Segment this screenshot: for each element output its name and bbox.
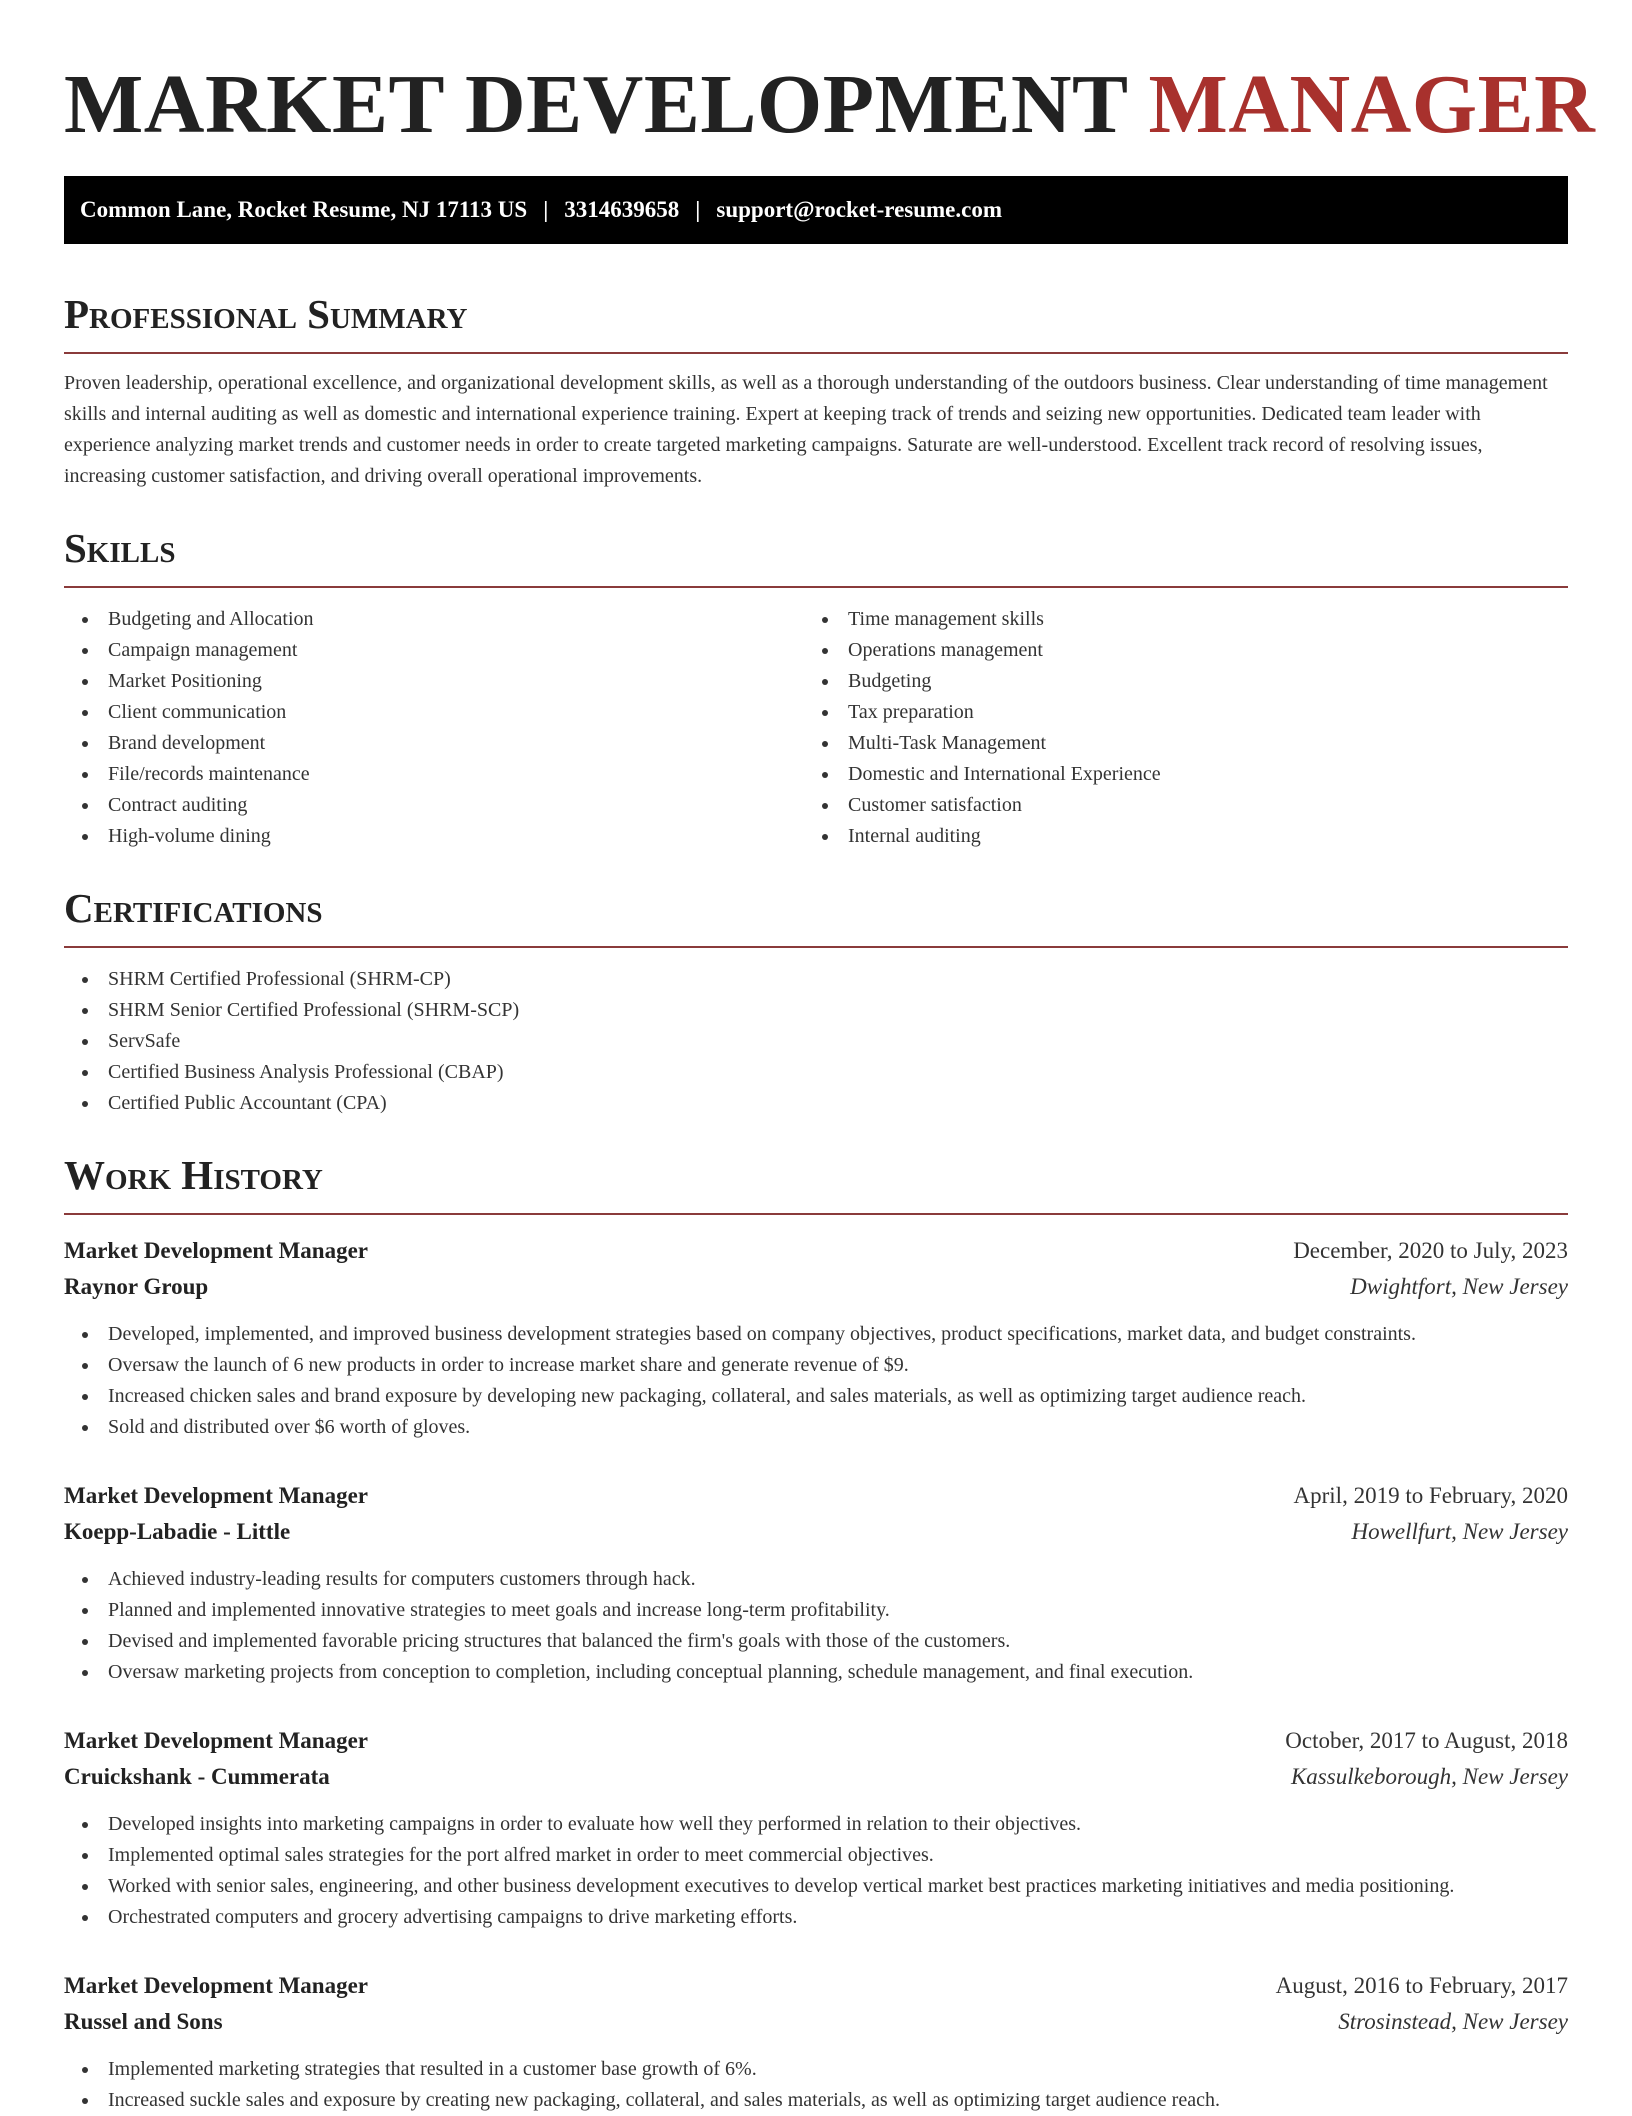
work-history-section [64, 1149, 1568, 2116]
job-entry [64, 1723, 1568, 1933]
job-bullet: Orchestrated computers and grocery advertising campaigns to drive marketing efforts. [64, 1902, 1568, 1933]
job-company: Russel and Sons [64, 2009, 223, 2034]
contact-separator: | [695, 197, 701, 222]
certification-item: Certified Public Accountant (CPA) [64, 1088, 1568, 1119]
job-title-row [64, 1233, 1568, 1269]
job-role: Market Development Manager [64, 1973, 369, 1998]
skill-item: Tax preparation [804, 697, 1544, 728]
job-bullet: Oversaw marketing projects from conception to completion, including conceptual planning, schedule management, and final execution. [64, 1657, 1568, 1688]
job-company-row [64, 1514, 1568, 1550]
certifications-section [64, 882, 1568, 1119]
job-role: Market Development Manager [64, 1728, 369, 1753]
job-bullet: Implemented optimal sales strategies for the port alfred market in order to meet commercial objectives. [64, 1840, 1568, 1871]
job-location: Kassulkeborough, New Jersey [1290, 1764, 1568, 1789]
job-title-row [64, 1723, 1568, 1759]
job-company-row [64, 1269, 1568, 1305]
job-company-row [64, 2004, 1568, 2040]
skills-list-left [64, 604, 804, 852]
job-location: Strosinstead, New Jersey [1338, 2009, 1568, 2034]
job-bullet: Achieved industry-leading results for computers customers through hack. [64, 1564, 1568, 1595]
skill-item: Customer satisfaction [804, 790, 1544, 821]
certification-item: Certified Business Analysis Professional (CBAP) [64, 1057, 1568, 1088]
job-bullet: Oversaw the launch of 6 new products in order to increase market share and generate revenue of $9. [64, 1350, 1568, 1381]
job-dates: April, 2019 to February, 2020 [1293, 1483, 1568, 1508]
job-location: Howellfurt, New Jersey [1351, 1519, 1568, 1544]
skills-heading: Skills [64, 525, 176, 571]
job-company: Raynor Group [64, 1274, 209, 1299]
certification-item: SHRM Certified Professional (SHRM-CP) [64, 964, 1568, 995]
job-bullet: Increased suckle sales and exposure by creating new packaging, collateral, and sales materials, as well as optimizing target audience reach. [64, 2085, 1568, 2116]
skills-list-right [804, 604, 1544, 852]
job-title-row [64, 1968, 1568, 2004]
resume-page [64, 0, 1596, 2116]
contact-address: Common Lane, Rocket Resume, NJ 17113 US [80, 197, 528, 222]
job-dates: August, 2016 to February, 2017 [1275, 1973, 1568, 1998]
job-role: Market Development Manager [64, 1483, 369, 1508]
job-bullet: Increased chicken sales and brand exposure by developing new packaging, collateral, and sales materials, as well as optimizing target audience reach. [64, 1381, 1568, 1412]
skill-item: Budgeting [804, 666, 1544, 697]
job-title-row [64, 1478, 1568, 1514]
skill-item: File/records maintenance [64, 759, 804, 790]
section-divider [64, 1213, 1568, 1215]
job-entry [64, 1478, 1568, 1688]
skill-item: Market Positioning [64, 666, 804, 697]
job-company-row [64, 1759, 1568, 1795]
job-entry [64, 1968, 1568, 2116]
job-dates: October, 2017 to August, 2018 [1285, 1728, 1568, 1753]
title-main: MARKET DEVELOPMENT [64, 58, 1128, 151]
job-company: Cruickshank - Cummerata [64, 1764, 330, 1789]
certification-item: SHRM Senior Certified Professional (SHRM-SCP) [64, 995, 1568, 1026]
contact-separator: | [543, 197, 549, 222]
skill-item: Contract auditing [64, 790, 804, 821]
skill-item: Time management skills [804, 604, 1544, 635]
certifications-list [64, 964, 1568, 1119]
job-bullets [64, 1319, 1568, 1443]
work-history-heading: Work History [64, 1152, 323, 1198]
job-role: Market Development Manager [64, 1238, 369, 1263]
title-accent: MANAGER [1148, 58, 1596, 151]
certification-item: ServSafe [64, 1026, 1568, 1057]
skill-item: Brand development [64, 728, 804, 759]
job-bullets [64, 1564, 1568, 1688]
job-bullet: Implemented marketing strategies that resulted in a customer base growth of 6%. [64, 2054, 1568, 2085]
job-bullet: Developed insights into marketing campaigns in order to evaluate how well they performed in relation to their objectives. [64, 1809, 1568, 1840]
job-bullet: Developed, implemented, and improved business development strategies based on company objectives, product specifications, market data, and budget constraints. [64, 1319, 1568, 1350]
summary-heading: Professional Summary [64, 291, 468, 337]
job-bullets [64, 2054, 1568, 2116]
skill-item: Operations management [804, 635, 1544, 666]
job-bullets [64, 1809, 1568, 1933]
section-divider [64, 586, 1568, 588]
skill-item: Domestic and International Experience [804, 759, 1544, 790]
skill-item: Budgeting and Allocation [64, 604, 804, 635]
resume-title [64, 0, 1596, 151]
skills-columns [64, 604, 1568, 852]
section-divider [64, 352, 1568, 354]
contact-bar [64, 176, 1568, 244]
job-dates: December, 2020 to July, 2023 [1293, 1238, 1568, 1263]
job-company: Koepp-Labadie - Little [64, 1519, 291, 1544]
certifications-heading: Certifications [64, 885, 323, 931]
contact-email: support@rocket-resume.com [716, 197, 1003, 222]
job-bullet: Sold and distributed over $6 worth of gloves. [64, 1412, 1568, 1443]
skill-item: Campaign management [64, 635, 804, 666]
section-divider [64, 946, 1568, 948]
job-bullet: Devised and implemented favorable pricing structures that balanced the firm's goals with those of the customers. [64, 1626, 1568, 1657]
skill-item: Multi-Task Management [804, 728, 1544, 759]
job-location: Dwightfort, New Jersey [1350, 1274, 1568, 1299]
skill-item: Internal auditing [804, 821, 1544, 852]
skill-item: Client communication [64, 697, 804, 728]
job-bullet: Worked with senior sales, engineering, and other business development executives to develop vertical market best practices marketing initiatives and media positioning. [64, 1871, 1568, 1902]
skill-item: High-volume dining [64, 821, 804, 852]
job-entry [64, 1233, 1568, 1443]
skills-section [64, 522, 1568, 852]
job-bullet: Planned and implemented innovative strategies to meet goals and increase long-term profitability. [64, 1595, 1568, 1626]
contact-phone: 3314639658 [564, 197, 680, 222]
summary-text: Proven leadership, operational excellence, and organizational development skills, as well as a thorough understanding of the outdoors business. Clear understanding of time management skills and internal auditing as well as domestic and international experience training. Expert at keeping track of trends and seizing new opportunities. Dedicated team leader with experience analyzing market trends and customer needs in order to create targeted marketing campaigns. Saturate are well-understood. Excellent track record of resolving issues, increasing customer satisfaction, and driving overall operational improvements. [64, 372, 1548, 487]
summary-section [64, 288, 1568, 492]
